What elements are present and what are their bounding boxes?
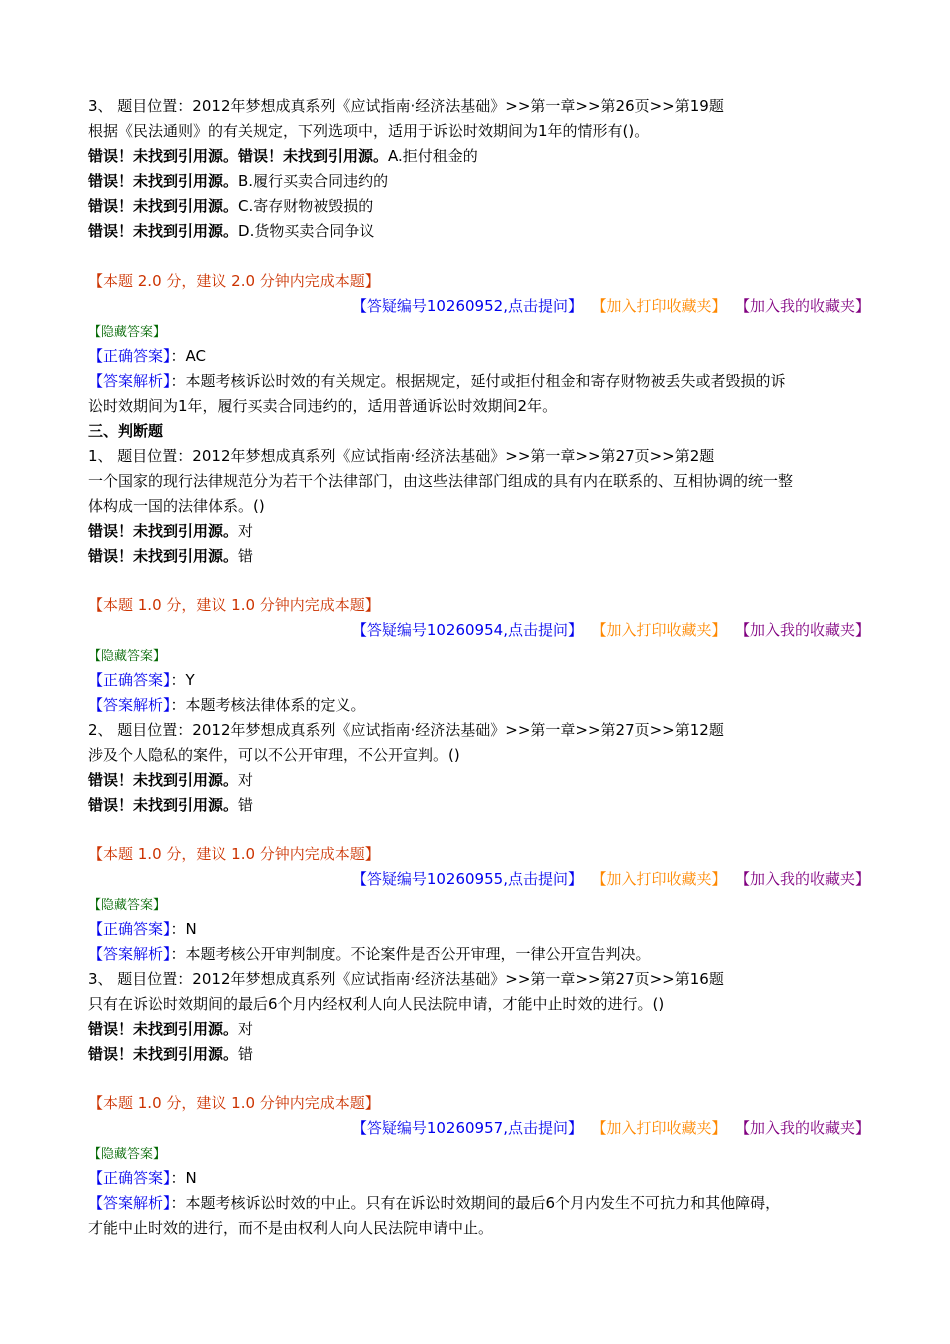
option-text: A.拒付租金的 <box>388 147 478 165</box>
answer-value: ：N <box>170 920 197 938</box>
error-text: 错误！未找到引用源。 <box>88 771 239 789</box>
answer-value: ：Y <box>170 671 195 689</box>
option-text: 错 <box>238 796 254 814</box>
answer-label: 【正确答案】 <box>88 671 171 689</box>
option-text: C.寄存财物被毁损的 <box>238 197 374 215</box>
answer-label: 【正确答案】 <box>88 347 171 365</box>
hide-answer-link[interactable]: 【隐藏答案】 <box>88 649 167 664</box>
question-position: 3、 题目位置：2012年梦想成真系列《应试指南·经济法基础》>>第一章>>第27页>>第16题 <box>88 970 724 988</box>
answer-value: ：N <box>170 1169 197 1187</box>
error-text: 错误！未找到引用源。 <box>88 197 239 215</box>
question-actions <box>352 1116 870 1141</box>
option-false <box>88 793 253 818</box>
score-note: 【本题 1.0 分，建议 1.0 分钟内完成本题】 <box>88 596 380 614</box>
add-print-favorites-link[interactable]: 【加入打印收藏夹】 <box>598 621 727 639</box>
question-actions <box>352 294 870 319</box>
hide-answer-link[interactable]: 【隐藏答案】 <box>88 898 167 913</box>
answer-analysis <box>88 693 366 718</box>
analysis-label: 【答案解析】 <box>88 696 171 714</box>
hide-answer-link[interactable]: 【隐藏答案】 <box>88 325 167 340</box>
error-text: 错误！未找到引用源。 <box>88 522 239 540</box>
option-false <box>88 544 253 569</box>
error-text: 错误！未找到引用源。 <box>88 1045 239 1063</box>
option-c <box>88 194 373 219</box>
analysis-label: 【答案解析】 <box>88 1194 171 1212</box>
add-my-favorites-link[interactable]: 【加入我的收藏夹】 <box>742 297 870 315</box>
error-text: 错误！未找到引用源。 <box>88 547 239 565</box>
score-note: 【本题 2.0 分，建议 2.0 分钟内完成本题】 <box>88 272 380 290</box>
ask-question-link[interactable]: 【答疑编号10260952,点击提问】 <box>351 297 583 315</box>
question-text: 涉及个人隐私的案件，可以不公开审理，不公开宣判。() <box>88 746 460 764</box>
analysis-label: 【答案解析】 <box>88 372 171 390</box>
add-my-favorites-link[interactable]: 【加入我的收藏夹】 <box>742 870 870 888</box>
hide-answer-row <box>88 643 166 668</box>
correct-answer <box>88 668 195 693</box>
score-note: 【本题 1.0 分，建议 1.0 分钟内完成本题】 <box>88 1094 380 1112</box>
answer-value: ：AC <box>170 347 206 365</box>
option-text: 错 <box>238 1045 254 1063</box>
question-position: 3、 题目位置：2012年梦想成真系列《应试指南·经济法基础》>>第一章>>第26页>>第19题 <box>88 97 724 115</box>
hide-answer-row <box>88 319 166 344</box>
analysis-text: ：本题考核法律体系的定义。 <box>170 696 366 714</box>
analysis-text: ：本题考核公开审判制度。不论案件是否公开审理，一律公开宣告判决。 <box>170 945 651 963</box>
correct-answer <box>88 917 197 942</box>
question-actions <box>352 618 870 643</box>
add-print-favorites-link[interactable]: 【加入打印收藏夹】 <box>598 1119 727 1137</box>
option-text: 对 <box>238 1020 254 1038</box>
question-text: 一个国家的现行法律规范分为若干个法律部门，由这些法律部门组成的具有内在联系的、互相协调的统一整 <box>88 472 794 490</box>
hide-answer-row <box>88 1141 166 1166</box>
add-print-favorites-link[interactable]: 【加入打印收藏夹】 <box>598 297 727 315</box>
correct-answer <box>88 344 206 369</box>
answer-analysis <box>88 369 786 394</box>
option-true <box>88 1017 253 1042</box>
ask-question-link[interactable]: 【答疑编号10260954,点击提问】 <box>351 621 583 639</box>
section-heading: 三、判断题 <box>88 422 164 440</box>
ask-question-link[interactable]: 【答疑编号10260957,点击提问】 <box>351 1119 583 1137</box>
answer-analysis <box>88 1191 780 1216</box>
error-text: 错误！未找到引用源。错误！未找到引用源。 <box>88 147 389 165</box>
option-true <box>88 519 253 544</box>
option-text: 错 <box>238 547 254 565</box>
add-print-favorites-link[interactable]: 【加入打印收藏夹】 <box>598 870 727 888</box>
option-false <box>88 1042 253 1067</box>
option-text: 对 <box>238 771 254 789</box>
error-text: 错误！未找到引用源。 <box>88 172 239 190</box>
analysis-label: 【答案解析】 <box>88 945 171 963</box>
error-text: 错误！未找到引用源。 <box>88 1020 239 1038</box>
answer-analysis-cont: 讼时效期间为1年，履行买卖合同违约的，适用普通诉讼时效期间2年。 <box>88 397 558 415</box>
question-text: 根据《民法通则》的有关规定，下列选项中，适用于诉讼时效期间为1年的情形有()。 <box>88 122 650 140</box>
correct-answer <box>88 1166 197 1191</box>
option-text: 对 <box>238 522 254 540</box>
add-my-favorites-link[interactable]: 【加入我的收藏夹】 <box>742 621 870 639</box>
answer-analysis-cont: 才能中止时效的进行，而不是由权利人向人民法院申请中止。 <box>88 1219 494 1237</box>
answer-analysis <box>88 942 651 967</box>
error-text: 错误！未找到引用源。 <box>88 796 239 814</box>
analysis-text: ：本题考核诉讼时效的中止。只有在诉讼时效期间的最后6个月内发生不可抗力和其他障碍， <box>170 1194 781 1212</box>
question-position: 2、 题目位置：2012年梦想成真系列《应试指南·经济法基础》>>第一章>>第27页>>第12题 <box>88 721 724 739</box>
question-text: 只有在诉讼时效期间的最后6个月内经权利人向人民法院申请，才能中止时效的进行。() <box>88 995 665 1013</box>
answer-label: 【正确答案】 <box>88 920 171 938</box>
option-b <box>88 169 388 194</box>
question-position: 1、 题目位置：2012年梦想成真系列《应试指南·经济法基础》>>第一章>>第27页>>第2题 <box>88 447 715 465</box>
answer-label: 【正确答案】 <box>88 1169 171 1187</box>
add-my-favorites-link[interactable]: 【加入我的收藏夹】 <box>742 1119 870 1137</box>
option-text: B.履行买卖合同违约的 <box>238 172 389 190</box>
score-note: 【本题 1.0 分，建议 1.0 分钟内完成本题】 <box>88 845 380 863</box>
option-a <box>88 144 478 169</box>
option-true <box>88 768 253 793</box>
hide-answer-link[interactable]: 【隐藏答案】 <box>88 1147 167 1162</box>
analysis-text: ：本题考核诉讼时效的有关规定。根据规定，延付或拒付租金和寄存财物被丢失或者毁损的诉 <box>170 372 786 390</box>
question-text-cont: 体构成一国的法律体系。() <box>88 497 265 515</box>
error-text: 错误！未找到引用源。 <box>88 222 239 240</box>
option-text: D.货物买卖合同争议 <box>238 222 375 240</box>
option-d <box>88 219 374 244</box>
hide-answer-row <box>88 892 166 917</box>
ask-question-link[interactable]: 【答疑编号10260955,点击提问】 <box>351 870 583 888</box>
question-actions <box>352 867 870 892</box>
